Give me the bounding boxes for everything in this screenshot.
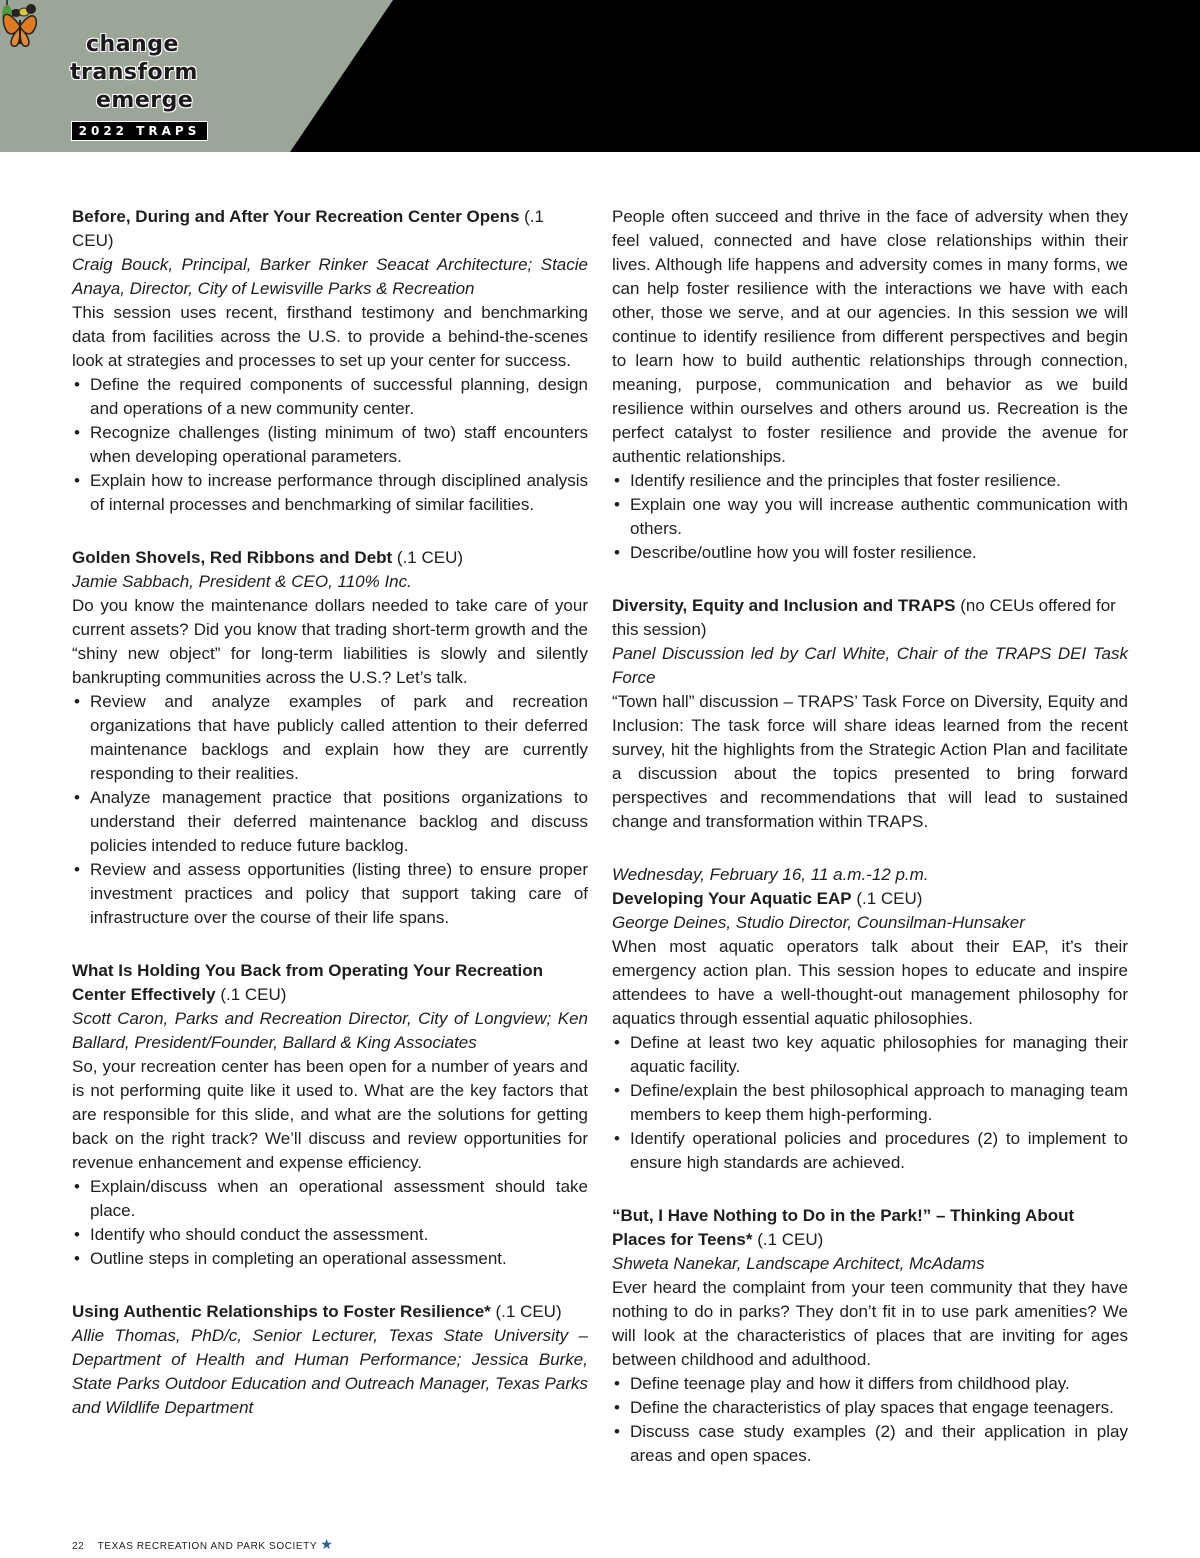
learning-objective-item: • Explain one way you will increase authentic communication with others. <box>612 493 1128 541</box>
session-speakers: Allie Thomas, PhD/c, Senior Lecturer, Texas State University – Department of Health and Human Performance; Jessica Burke, State Parks Outdoor Education and Outreach Manager, Texas Parks and Wildlife Department <box>72 1326 588 1417</box>
page-number: 22 <box>72 1541 85 1552</box>
session-title-line <box>72 959 588 1007</box>
left-column <box>72 205 588 1449</box>
session-title: Developing Your Aquatic EAP <box>612 889 852 908</box>
session-ceu: (.1 CEU) <box>752 1230 824 1249</box>
publication-name: TEXAS RECREATION AND PARK SOCIETY <box>97 1541 317 1552</box>
learning-objectives-list <box>612 1372 1128 1468</box>
session-speakers: Scott Caron, Parks and Recreation Director, City of Longview; Ken Ballard, President/Founder, Ballard & King Associates <box>72 1009 588 1052</box>
session-speakers: George Deines, Studio Director, Counsilman-Hunsaker <box>612 913 1025 932</box>
session-title: Before, During and After Your Recreation Center Opens <box>72 207 520 226</box>
session-title: “But, I Have Nothing to Do in the Park!” – Thinking About Places for Teens* <box>612 1206 1075 1249</box>
session-speakers: Jamie Sabbach, President & CEO, 110% Inc. <box>72 572 412 591</box>
session-title-line <box>612 1204 1128 1252</box>
session-description: “Town hall” discussion – TRAPS’ Task Force on Diversity, Equity and Inclusion: The task force will share ideas learned from the recent survey, hit the highlights from the Strategic Action Plan and facilitate a discussion about the topics presented to bring forward perspectives and recommendations that will lead to sustained change and transformation within TRAPS. <box>612 692 1128 831</box>
page-footer <box>72 1536 334 1553</box>
session-block <box>612 205 1128 565</box>
learning-objectives-list <box>612 1031 1128 1175</box>
session-block <box>72 205 588 517</box>
session-ceu: (.1 CEU) <box>490 1302 562 1321</box>
session-title-line <box>72 205 588 253</box>
learning-objectives-list <box>72 373 588 517</box>
session-description: This session uses recent, firsthand testimony and benchmarking data from facilities across the U.S. to provide a behind-the-scenes look at strategies and processes to set up your center for success. <box>72 303 588 370</box>
learning-objective-item: • Define the required components of successful planning, design and operations of a new community center. <box>72 373 588 421</box>
session-ceu: (.1 CEU) <box>215 985 287 1004</box>
learning-objectives-list <box>72 1175 588 1271</box>
butterfly-icon <box>0 0 40 52</box>
session-title: Using Authentic Relationships to Foster Resilience* <box>72 1302 491 1321</box>
learning-objective-item: • Define at least two key aquatic philosophies for managing their aquatic facility. <box>612 1031 1128 1079</box>
learning-objective-item: • Outline steps in completing an operational assessment. <box>72 1247 588 1271</box>
learning-objective-item: • Discuss case study examples (2) and their application in play areas and open spaces. <box>612 1420 1128 1468</box>
logo-line-transform: transform <box>70 60 198 85</box>
learning-objectives-list <box>72 690 588 930</box>
logo-line-change: change <box>86 32 179 57</box>
session-ceu: (.1 CEU) <box>392 548 464 567</box>
session-description: When most aquatic operators talk about their EAP, it’s their emergency action plan. This session hopes to educate and inspire attendees to have a well-thought-out management philosophy for aquatics through essential aquatic philosophies. <box>612 937 1128 1028</box>
session-title-line <box>612 887 1128 911</box>
session-title: What Is Holding You Back from Operating Your Recreation Center Effectively <box>72 961 544 1004</box>
learning-objective-item: • Review and analyze examples of park and recreation organizations that have publicly called attention to their deferred maintenance backlogs and explain how they are currently responding to their realities. <box>72 690 588 786</box>
session-block <box>72 959 588 1271</box>
session-description: So, your recreation center has been open for a number of years and is not performing quite like it used to. What are the key factors that are responsible for this slide, and what are the solutions for getting back on the right track? We’ll discuss and review opportunities for revenue enhancement and expense efficiency. <box>72 1057 588 1172</box>
learning-objective-item: • Identify operational policies and procedures (2) to implement to ensure high standards are achieved. <box>612 1127 1128 1175</box>
session-speakers: Craig Bouck, Principal, Barker Rinker Seacat Architecture; Stacie Anaya, Director, City of Lewisville Parks & Recreation <box>72 255 588 298</box>
learning-objective-item: • Explain/discuss when an operational assessment should take place. <box>72 1175 588 1223</box>
session-title: Diversity, Equity and Inclusion and TRAPS <box>612 596 956 615</box>
session-title: Golden Shovels, Red Ribbons and Debt <box>72 548 393 567</box>
learning-objective-item: • Define/explain the best philosophical approach to managing team members to keep them high-performing. <box>612 1079 1128 1127</box>
learning-objective-item: • Define teenage play and how it differs from childhood play. <box>612 1372 1128 1396</box>
learning-objective-item: • Review and assess opportunities (listing three) to ensure proper investment practices and policy that support taking care of infrastructure over the course of their life spans. <box>72 858 588 930</box>
session-title-line <box>72 546 588 570</box>
learning-objective-item: • Identify who should conduct the assessment. <box>72 1223 588 1247</box>
session-description: People often succeed and thrive in the face of adversity when they feel valued, connected and have close relationships within their lives. Although life happens and adversity comes in many forms, we can help foster resilience with the interactions we have with each other, those we serve, and at our agencies. In this session we will continue to identify resilience from different perspectives and begin to learn how to build authentic relationships through connection, meaning, purpose, communication and behavior as we build resilience within ourselves and others around us. Recreation is the perfect catalyst to foster resilience and provide the avenue for authentic relationships. <box>612 207 1128 466</box>
conference-badge: 2022 TRAPS <box>71 121 208 141</box>
learning-objective-item: • Describe/outline how you will foster resilience. <box>612 541 1128 565</box>
session-speakers: Shweta Nanekar, Landscape Architect, McAdams <box>612 1254 985 1273</box>
session-block <box>72 1300 588 1420</box>
session-ceu: (.1 CEU) <box>72 207 544 250</box>
session-ceu: (.1 CEU) <box>851 889 923 908</box>
session-speakers: Panel Discussion led by Carl White, Chair of the TRAPS DEI Task Force <box>612 644 1128 687</box>
session-block <box>612 863 1128 1175</box>
learning-objective-item: • Analyze management practice that positions organizations to understand their deferred maintenance backlog and discuss policies intended to reduce future backlog. <box>72 786 588 858</box>
session-block <box>72 546 588 930</box>
learning-objective-item: • Recognize challenges (listing minimum of two) staff encounters when developing operational parameters. <box>72 421 588 469</box>
logo-line-emerge: emerge <box>96 88 194 113</box>
session-title-line <box>612 594 1128 642</box>
session-description: Do you know the maintenance dollars needed to take care of your current assets? Did you know that trading short-term growth and the “shiny new object” for long-term liabilities is slowly and silently bankrupting communities across the U.S.? Let’s talk. <box>72 596 588 687</box>
page-header <box>0 0 1200 152</box>
learning-objective-item: • Explain how to increase performance through disciplined analysis of internal processes and benchmarking of similar facilities. <box>72 469 588 517</box>
star-icon: ★ <box>320 1536 334 1552</box>
session-date: Wednesday, February 16, 11 a.m.-12 p.m. <box>612 865 929 884</box>
session-description: Ever heard the complaint from your teen community that they have nothing to do in parks? They don’t fit in to use park amenities? We will look at the characteristics of places that are inviting for ages between childhood and adulthood. <box>612 1278 1128 1369</box>
session-ceu: (no CEUs offered for this session) <box>612 596 1116 639</box>
session-block <box>612 594 1128 834</box>
learning-objective-item: • Define the characteristics of play spaces that engage teenagers. <box>612 1396 1128 1420</box>
session-title-line <box>72 1300 588 1324</box>
learning-objectives-list <box>612 469 1128 565</box>
session-block <box>612 1204 1128 1468</box>
learning-objective-item: • Identify resilience and the principles that foster resilience. <box>612 469 1128 493</box>
right-column <box>612 205 1128 1497</box>
